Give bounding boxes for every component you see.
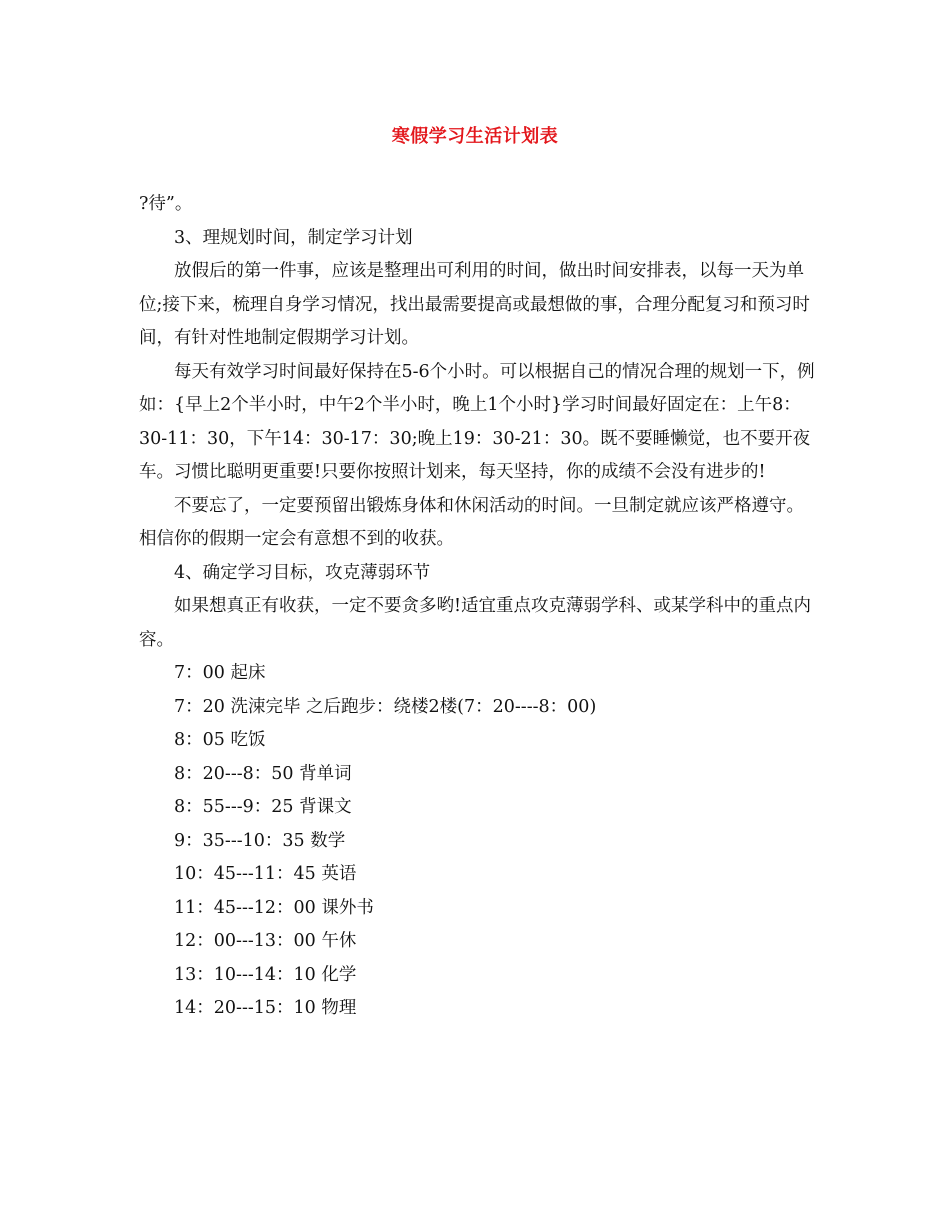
schedule-item: 7：00 起床 xyxy=(174,663,266,683)
schedule-item: 13：10---14：10 化学 xyxy=(174,964,357,985)
section-heading-3: 3、理规划时间，制定学习计划 xyxy=(174,227,413,248)
schedule-item: 8：20---8：50 背单词 xyxy=(174,763,352,784)
schedule-item: 8：05 吃饭 xyxy=(174,730,266,750)
document-body xyxy=(139,188,819,1026)
paragraph-time-arrangement: 放假后的第一件事，应该是整理出可利用的时间，做出时间安排表，以每一天为单位;接下来，梳理自身学习情况，找出最需要提高或最想做的事，合理分配复习和预习时间，有针对性地制定假期学习计划。 xyxy=(139,261,810,348)
schedule-item: 7：20 洗涑完毕 之后跑步：绕楼2楼(7：20----8：00) xyxy=(174,696,597,717)
paragraph-continuation: ?待”。 xyxy=(139,194,193,214)
paragraph-daily-study-time: 每天有效学习时间最好保持在5-6个小时。可以根据自己的情况合理的规划一下，例如：{早上2个半小时，中午2个半小时，晚上1个小时}学习时间最好固定在：上午8：30-11：30，下午14：30-17：30;晚上19：30-21：30。既不要睡懒觉，也不要开夜车。习惯比聪明更重要!只要你按照计划来，每天坚持，你的成绩不会没有进步的! xyxy=(139,361,815,482)
section-heading-4: 4、确定学习目标，攻克薄弱环节 xyxy=(174,562,431,583)
schedule-item: 11：45---12：00 课外书 xyxy=(174,897,374,918)
schedule-item: 14：20---15：10 物理 xyxy=(174,998,357,1018)
schedule-item: 9：35---10：35 数学 xyxy=(174,830,346,851)
schedule-item: 8：55---9：25 背课文 xyxy=(174,797,352,817)
paragraph-focus-weakness: 如果想真正有收获，一定不要贪多哟!适宜重点攻克薄弱学科、或某学科中的重点内容。 xyxy=(139,596,812,650)
paragraph-exercise-leisure: 不要忘了，一定要预留出锻炼身体和休闲活动的时间。一旦制定就应该严格遵守。相信你的假期一定会有意想不到的收获。 xyxy=(139,495,804,549)
page-title: 寒假学习生活计划表 xyxy=(391,126,559,147)
schedule-item: 10：45---11：45 英语 xyxy=(174,864,357,884)
schedule-item: 12：00---13：00 午休 xyxy=(174,931,357,951)
